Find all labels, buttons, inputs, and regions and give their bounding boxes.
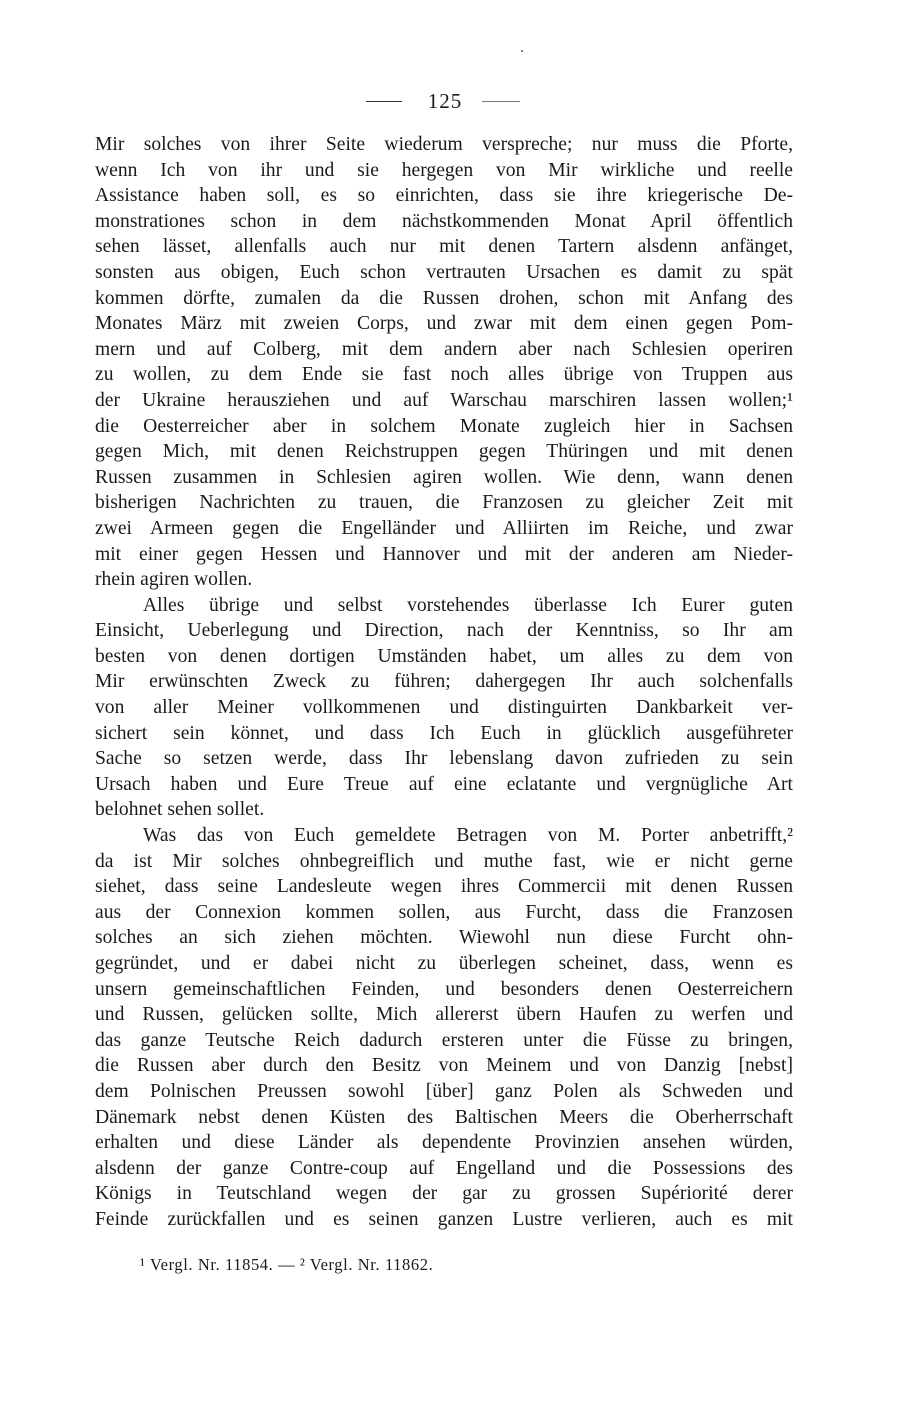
text-line: das ganze Teutsche Reich dadurch ersteren unter die Füsse zu bringen, xyxy=(95,1029,793,1051)
text-line: rhein agiren wollen. xyxy=(95,569,253,591)
text-line: Russen zusammen in Schlesien agiren wollen. Wie denn, wann denen xyxy=(95,466,793,488)
paragraph xyxy=(95,132,793,593)
text-line: sichert sein könnet, und dass Ich Euch in glücklich ausgeführeter xyxy=(95,722,793,744)
text-line: monstrationes schon in dem nächstkommenden Monat April öffentlich xyxy=(95,210,793,232)
text-line: Königs in Teutschland wegen der gar zu grossen Supériorité derer xyxy=(95,1183,793,1205)
text-line: die Oesterreicher aber in solchem Monate zugleich hier in Sachsen xyxy=(95,415,793,437)
text-line: belohnet sehen sollet. xyxy=(95,799,265,821)
text-line: Assistance haben soll, es so einrichten, dass sie ihre kriegerische De- xyxy=(95,185,793,207)
paper-speck xyxy=(521,50,523,52)
page-number: 125 xyxy=(427,89,463,113)
text-line: erhalten und diese Länder als dependente Provinzien ansehen würden, xyxy=(95,1132,793,1154)
text-line: kommen dörfte, zumalen da die Russen drohen, schon mit Anfang des xyxy=(95,287,793,309)
header-rule-right xyxy=(482,101,520,102)
text-line: sonsten aus obigen, Euch schon vertrauten Ursachen es damit zu spät xyxy=(95,261,793,283)
text-line: zwei Armeen gegen die Engelländer und Alliirten im Reiche, und zwar xyxy=(95,517,793,539)
text-line: Einsicht, Ueberlegung und Direction, nach der Kenntniss, so Ihr am xyxy=(95,620,793,642)
text-line: da ist Mir solches ohnbegreiflich und muthe fast, wie er nicht gerne xyxy=(95,850,793,872)
text-line: Monates März mit zweien Corps, und zwar mit dem einen gegen Pom- xyxy=(95,313,793,335)
text-line: mit einer gegen Hessen und Hannover und mit der anderen am Nieder- xyxy=(95,543,793,565)
text-line: mern und auf Colberg, mit dem andern aber nach Schlesien operiren xyxy=(95,338,793,360)
header-rule-left xyxy=(366,101,402,102)
text-line: Dänemark nebst denen Küsten des Baltischen Meers die Oberherrschaft xyxy=(95,1106,793,1128)
text-line: Was das von Euch gemeldete Betragen von M. Porter anbetrifft,² xyxy=(143,825,793,847)
text-line: Alles übrige und selbst vorstehendes überlasse Ich Eurer guten xyxy=(143,594,793,616)
text-line: unsern gemeinschaftlichen Feinden, und besonders denen Oesterreichern xyxy=(95,978,793,1000)
paragraph xyxy=(95,593,793,823)
text-line: die Russen aber durch den Besitz von Meinem und von Danzig [nebst] xyxy=(95,1055,793,1077)
text-line: Mir solches von ihrer Seite wiederum verspreche; nur muss die Pforte, xyxy=(95,134,793,155)
text-line: Feinde zurückfallen und es seinen ganzen Lustre verlieren, auch es mit xyxy=(95,1208,793,1230)
page-header xyxy=(0,86,900,116)
text-line: alsdenn der ganze Contre-coup auf Engelland und die Possessions des xyxy=(95,1157,793,1179)
text-line: von aller Meiner vollkommenen und distinguirten Dankbarkeit ver- xyxy=(95,697,793,719)
text-line: Mir erwünschten Zweck zu führen; dahergegen Ihr auch solchenfalls xyxy=(95,671,793,693)
text-line: Sache so setzen werde, dass Ihr lebenslang davon zufrieden zu sein xyxy=(95,748,793,770)
text-line: wenn Ich von ihr und sie hergegen von Mir wirkliche und reelle xyxy=(95,159,793,181)
text-line: und Russen, gelücken sollte, Mich allererst übern Haufen zu werfen und xyxy=(95,1004,793,1026)
text-line: dem Polnischen Preussen sowohl [über] ganz Polen als Schweden und xyxy=(95,1080,793,1102)
body-text xyxy=(95,132,793,1233)
text-line: sehen lässet, allenfalls auch nur mit denen Tartern alsdenn anfänget, xyxy=(95,236,793,258)
text-line: aus der Connexion kommen sollen, aus Furcht, dass die Franzosen xyxy=(95,901,793,923)
text-line: gegen Mich, mit denen Reichstruppen gegen Thüringen und mit denen xyxy=(95,441,793,463)
paragraph xyxy=(95,823,793,1233)
text-line: siehet, dass seine Landesleute wegen ihres Commercii mit denen Russen xyxy=(95,876,793,898)
text-line: gegründet, und er dabei nicht zu überlegen scheinet, dass, wenn es xyxy=(95,953,793,974)
footnotes: ¹ Vergl. Nr. 11854. — ² Vergl. Nr. 11862. xyxy=(140,1255,434,1274)
text-line: solches an sich ziehen möchten. Wiewohl nun diese Furcht ohn- xyxy=(95,927,793,949)
text-line: zu wollen, zu dem Ende sie fast noch alles übrige von Truppen aus xyxy=(95,364,793,386)
text-line: besten von denen dortigen Umständen habet, um alles zu dem von xyxy=(95,645,793,667)
text-line: der Ukraine herausziehen und auf Warschau marschiren lassen wollen;¹ xyxy=(95,389,793,411)
text-line: bisherigen Nachrichten zu trauen, die Franzosen zu gleicher Zeit mit xyxy=(95,492,793,514)
text-line: Ursach haben und Eure Treue auf eine eclatante und vergnügliche Art xyxy=(95,773,793,795)
